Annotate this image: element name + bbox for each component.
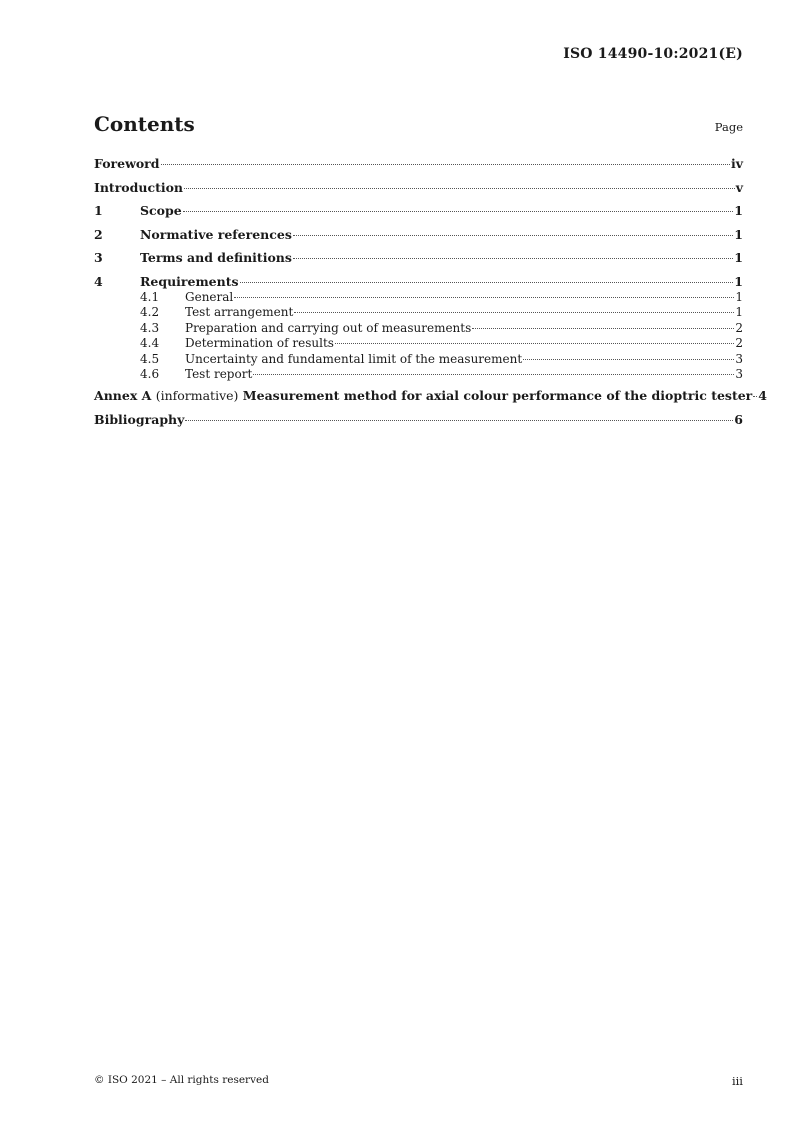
dot-leader [294,312,734,313]
dot-leader [183,211,734,212]
dot-leader [753,396,757,397]
toc-entry-number: 4.5 [140,351,160,366]
toc-entry-number: 4.2 [140,305,160,319]
toc-entry-title: Terms and definitions [140,250,292,265]
dot-leader [293,235,733,236]
toc-entry-page: 1 [734,226,743,242]
toc-entry-number: 4.3 [140,320,160,335]
toc-entry-page: v [735,179,743,195]
toc-entry-number: 2 [94,226,103,242]
toc-entry-title: Preparation and carrying out of measurements [185,320,472,335]
toc-entry-number: 4.1 [140,289,160,304]
toc-entry-title: Scope [140,203,182,218]
toc-subentry-general[interactable] [94,290,743,306]
annex-title: Measurement method for axial colour performance of the dioptric tester [242,388,753,403]
dot-leader [240,282,734,283]
toc-entry-title: Requirements [140,273,239,289]
toc-entry-title: Bibliography [94,411,185,427]
toc-entry-number: 4 [94,273,103,289]
toc-entry-number: 1 [94,203,103,218]
toc-entry-number: 4.6 [140,367,160,381]
toc-entry-page: 6 [734,411,743,427]
toc-entry-requirements[interactable] [94,273,743,290]
toc-entry-annex-a[interactable] [94,387,767,411]
dot-leader [523,359,734,360]
toc-entry-scope[interactable] [94,202,743,226]
toc-entry-title: Normative references [140,226,292,242]
dot-leader [185,420,733,421]
toc-entry-page: 1 [734,273,743,289]
dot-leader [161,164,730,165]
contents-header [94,112,743,138]
toc-entry-title [94,387,752,405]
copyright-notice: © ISO 2021 – All rights reserved [94,1074,269,1086]
toc-entry-page: 2 [735,336,743,350]
dot-leader [335,343,734,344]
toc-entry-title: Introduction [94,179,184,195]
toc-entry-page: 1 [735,305,743,319]
toc-subentry-test-arrangement[interactable] [94,305,743,321]
dot-leader [184,188,735,189]
toc-entry-page: 1 [735,289,743,304]
table-of-contents [94,155,767,434]
toc-entry-page: 2 [735,320,743,335]
toc-subentry-determination-of-results[interactable] [94,336,743,352]
page-footer [94,1074,743,1090]
toc-entry-page: 3 [735,367,743,381]
toc-entry-title: General [185,289,234,304]
toc-entry-bibliography[interactable] [94,411,743,435]
toc-entry-foreword[interactable] [94,155,743,179]
toc-entry-page: iv [730,156,743,171]
toc-entry-title: Test arrangement [185,305,294,319]
contents-title: Contents [94,112,195,136]
toc-entry-terms-and-definitions[interactable] [94,249,743,273]
annex-label: Annex A [94,388,152,403]
dot-leader [253,374,734,375]
toc-subentry-test-report[interactable] [94,367,743,387]
document-id: ISO 14490-10:2021(E) [563,46,743,62]
toc-entry-normative-references[interactable] [94,226,743,250]
toc-entry-title: Foreword [94,156,160,171]
dot-leader [472,328,734,329]
annex-qualifier: (informative) [155,388,239,403]
toc-entry-title: Determination of results [185,336,334,350]
toc-entry-page: 1 [734,203,743,218]
toc-entry-title: Test report [185,367,253,381]
toc-entry-page: 4 [758,388,767,403]
toc-entry-number: 3 [94,250,103,265]
page-column-label: Page [714,120,743,134]
toc-entry-title: Uncertainty and fundamental limit of the measurement [185,351,523,366]
toc-entry-introduction[interactable] [94,179,743,203]
toc-entry-page: 1 [734,250,743,265]
toc-subentry-uncertainty[interactable] [94,352,743,368]
page-number: iii [731,1074,743,1088]
dot-leader [234,297,734,298]
toc-entry-page: 3 [735,351,743,366]
toc-entry-number: 4.4 [140,336,160,350]
toc-subentry-preparation[interactable] [94,321,743,337]
dot-leader [293,258,733,259]
